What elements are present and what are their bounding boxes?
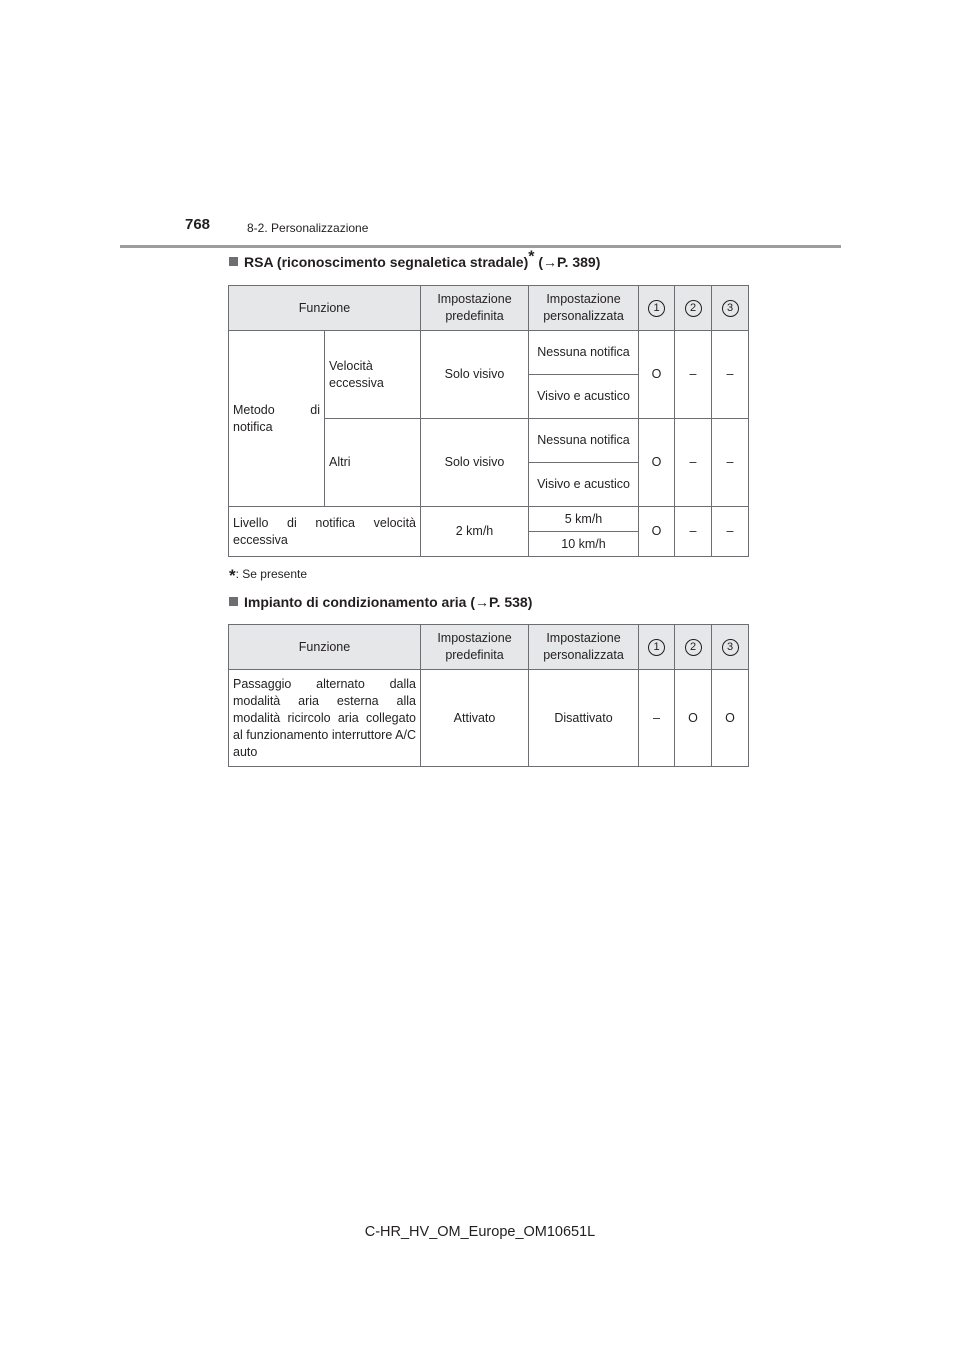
cell-method: Metodo di notifica	[229, 331, 325, 507]
header-function: Funzione	[229, 286, 421, 331]
rsa-title: RSA (riconoscimento segnaletica stradale)	[244, 254, 529, 270]
ac-page-ref: (→P. 538)	[470, 594, 533, 610]
circled-2-icon: 2	[685, 639, 702, 656]
cell-speeding-c1: O	[639, 331, 675, 419]
table-header-row	[229, 625, 749, 670]
document-code: C-HR_HV_OM_Europe_OM10651L	[364, 1224, 596, 1240]
circled-1-icon: 1	[648, 639, 665, 656]
footnote-text: : Se presente	[235, 567, 308, 581]
cell-others-c3: –	[712, 419, 749, 507]
cell-others-default: Solo visivo	[421, 419, 529, 507]
rsa-table	[228, 285, 749, 557]
square-bullet-icon	[229, 257, 238, 266]
header-default: Impostazione predefinita	[421, 286, 529, 331]
cell-speeding-opt2: Visivo e acustico	[529, 375, 639, 419]
cell-speeding: Velocità eccessiva	[325, 331, 421, 419]
cell-others: Altri	[325, 419, 421, 507]
header-divider	[120, 245, 841, 248]
header-col-3	[712, 625, 749, 670]
cell-speeding-c3: –	[712, 331, 749, 419]
header-col-2	[675, 286, 712, 331]
header-function: Funzione	[229, 625, 421, 670]
rsa-asterisk: *	[528, 248, 535, 266]
footnote	[229, 566, 307, 586]
ac-heading	[229, 594, 532, 610]
cell-speeding-opt1: Nessuna notifica	[529, 331, 639, 375]
page-number: 768	[185, 216, 211, 233]
table-row	[229, 670, 749, 767]
table-row	[229, 331, 749, 375]
ac-table	[228, 624, 749, 767]
cell-level-opt2: 10 km/h	[529, 532, 639, 557]
header-col-2	[675, 625, 712, 670]
circled-1-icon: 1	[648, 300, 665, 317]
cell-others-c1: O	[639, 419, 675, 507]
circled-2-icon: 2	[685, 300, 702, 317]
table-header-row	[229, 286, 749, 331]
cell-c1: –	[639, 670, 675, 767]
cell-level-c3: –	[712, 507, 749, 557]
cell-speeding-default: Solo visivo	[421, 331, 529, 419]
cell-level-c1: O	[639, 507, 675, 557]
header-col-1	[639, 286, 675, 331]
cell-level: Livello di notifica velocità eccessiva	[229, 507, 421, 557]
header-col-1	[639, 625, 675, 670]
cell-speeding-c2: –	[675, 331, 712, 419]
cell-level-default: 2 km/h	[421, 507, 529, 557]
header-custom: Impostazione personalizzata	[529, 286, 639, 331]
cell-default: Attivato	[421, 670, 529, 767]
rsa-heading	[229, 248, 601, 270]
cell-function: Passaggio alternato dalla modalità aria esterna alla modalità ricircolo aria collegato al funzionamento interruttore A/C auto	[229, 670, 421, 767]
cell-c3: O	[712, 670, 749, 767]
cell-others-opt1: Nessuna notifica	[529, 419, 639, 463]
section-title: 8-2. Personalizzazione	[247, 221, 369, 235]
header-col-3	[712, 286, 749, 331]
cell-custom: Disattivato	[529, 670, 639, 767]
header-custom: Impostazione personalizzata	[529, 625, 639, 670]
cell-level-c2: –	[675, 507, 712, 557]
header-default: Impostazione predefinita	[421, 625, 529, 670]
ac-title: Impianto di condizionamento aria	[244, 594, 467, 610]
cell-others-c2: –	[675, 419, 712, 507]
cell-others-opt2: Visivo e acustico	[529, 463, 639, 507]
rsa-page-ref: (→P. 389)	[538, 254, 601, 270]
square-bullet-icon	[229, 597, 238, 606]
footnote-asterisk: *	[229, 566, 236, 585]
cell-level-opt1: 5 km/h	[529, 507, 639, 532]
circled-3-icon: 3	[722, 639, 739, 656]
circled-3-icon: 3	[722, 300, 739, 317]
table-row	[229, 507, 749, 532]
cell-c2: O	[675, 670, 712, 767]
